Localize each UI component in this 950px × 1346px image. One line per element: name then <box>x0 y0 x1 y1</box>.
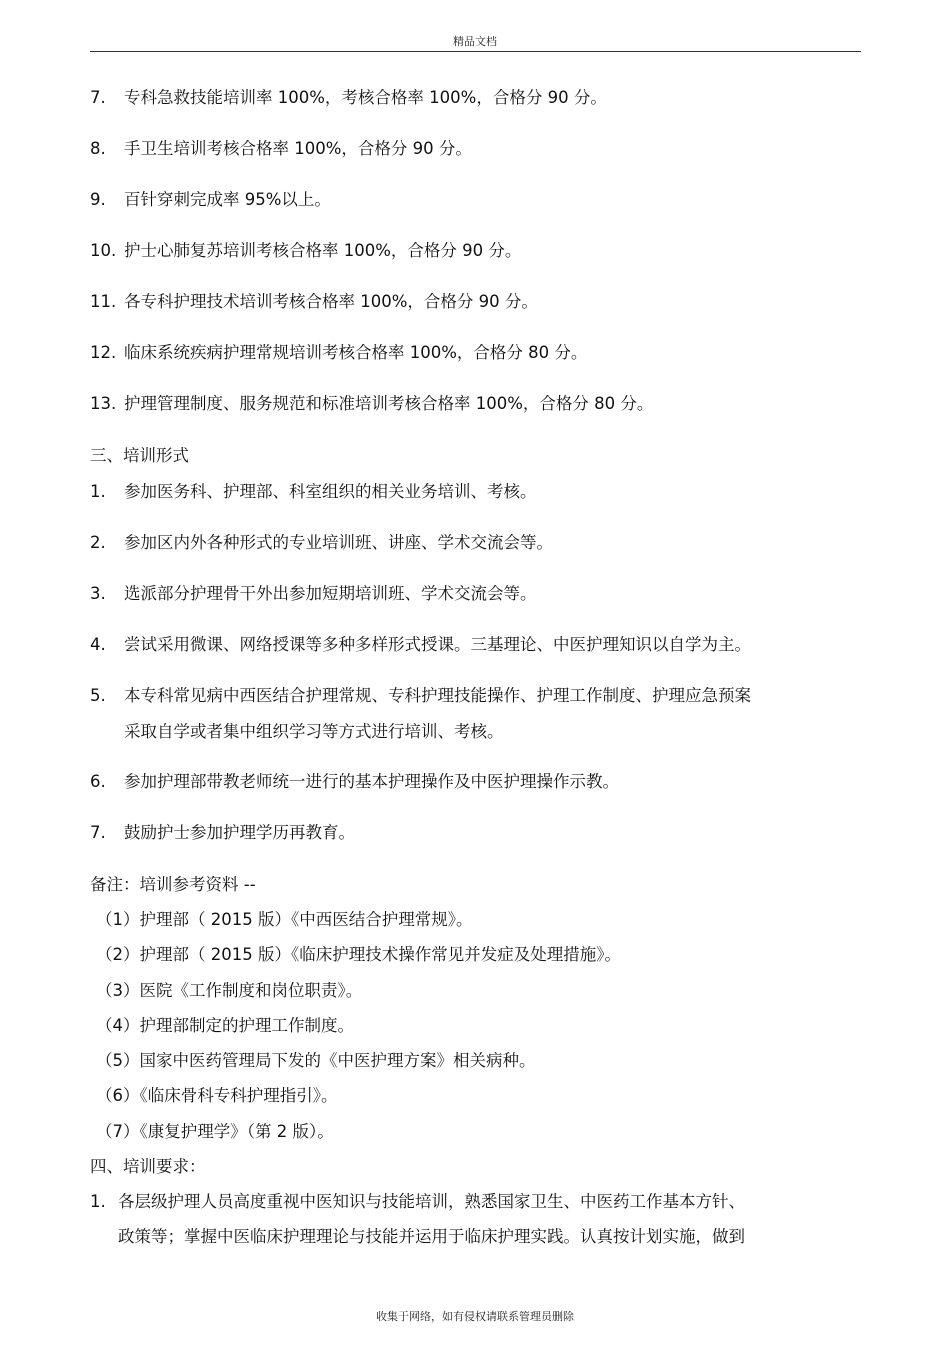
list-item-text: 本专科常见病中西医结合护理常规、专科护理技能操作、护理工作制度、护理应急预案 <box>124 686 751 705</box>
list-item-text: 政策等；掌握中医临床护理理论与技能并运用于临床护理实践。认真按计划实施，做到 <box>118 1227 745 1246</box>
list-item-text: 护士心肺复苏培训考核合格率 100%，合格分 90 分。 <box>124 241 522 260</box>
page-header: 精品文档 <box>453 35 497 48</box>
list-item-number: 1. <box>90 1192 106 1211</box>
list-item-text: 尝试采用微课、网络授课等多种多样形式授课。三基理论、中医护理知识以自学为主。 <box>124 635 751 654</box>
reference-text: （3）医院《工作制度和岗位职责》。 <box>96 981 363 1000</box>
list-item-text: 手卫生培训考核合格率 100%，合格分 90 分。 <box>124 139 472 158</box>
list-item-number: 1. <box>90 482 106 501</box>
list-item-text: 参加医务科、护理部、科室组织的相关业务培训、考核。 <box>124 482 537 501</box>
list-item-number: 5. <box>90 686 106 705</box>
reference-text: （6）《临床骨科专科护理指引》。 <box>96 1086 338 1105</box>
list-item-number: 6. <box>90 772 106 791</box>
list-item-text: 采取自学或者集中组织学习等方式进行培训、考核。 <box>124 722 504 741</box>
reference-text: （5）国家中医药管理局下发的《中医护理方案》相关病种。 <box>96 1051 536 1070</box>
list-item-number: 11. <box>90 292 117 311</box>
list-item-text: 鼓励护士参加护理学历再教育。 <box>124 823 355 842</box>
list-item-text: 专科急救技能培训率 100%，考核合格率 100%，合格分 90 分。 <box>124 88 607 107</box>
section-heading-text: 三、培训形式 <box>90 446 189 465</box>
list-item-text: 参加护理部带教老师统一进行的基本护理操作及中医护理操作示教。 <box>124 772 619 791</box>
list-item-text: 选派部分护理骨干外出参加短期培训班、学术交流会等。 <box>124 584 537 603</box>
reference-text: （1）护理部（ 2015 版）《中西医结合护理常规》。 <box>96 910 473 929</box>
list-item-number: 8. <box>90 139 106 158</box>
list-item-number: 9. <box>90 190 106 209</box>
list-item-text: 参加区内外各种形式的专业培训班、讲座、学术交流会等。 <box>124 533 553 552</box>
list-item-text: 百针穿刺完成率 95%以上。 <box>124 190 331 209</box>
reference-text: （2）护理部（ 2015 版）《临床护理技术操作常见并发症及处理措施》。 <box>96 945 621 964</box>
page-footer: 收集于网络，如有侵权请联系管理员删除 <box>376 1310 574 1323</box>
list-item-number: 12. <box>90 343 117 362</box>
list-item-number: 7. <box>90 823 106 842</box>
list-item-number: 3. <box>90 584 106 603</box>
list-item-number: 4. <box>90 635 106 654</box>
section-heading-text: 四、培训要求： <box>90 1157 206 1176</box>
list-item-number: 13. <box>90 394 117 413</box>
list-item-text: 各专科护理技术培训考核合格率 100%，合格分 90 分。 <box>124 292 538 311</box>
notes-heading-text: 备注：培训参考资料 -- <box>90 875 256 894</box>
list-item-number: 2. <box>90 533 106 552</box>
list-item-number: 10. <box>90 241 117 260</box>
list-item-text: 护理管理制度、服务规范和标准培训考核合格率 100%，合格分 80 分。 <box>124 394 654 413</box>
list-item-number: 7. <box>90 88 106 107</box>
reference-text: （7）《康复护理学》（第 2 版）。 <box>96 1122 334 1141</box>
list-item-text: 各层级护理人员高度重视中医知识与技能培训，熟悉国家卫生、中医药工作基本方针、 <box>118 1192 745 1211</box>
reference-text: （4）护理部制定的护理工作制度。 <box>96 1016 354 1035</box>
list-item-text: 临床系统疾病护理常规培训考核合格率 100%，合格分 80 分。 <box>124 343 588 362</box>
